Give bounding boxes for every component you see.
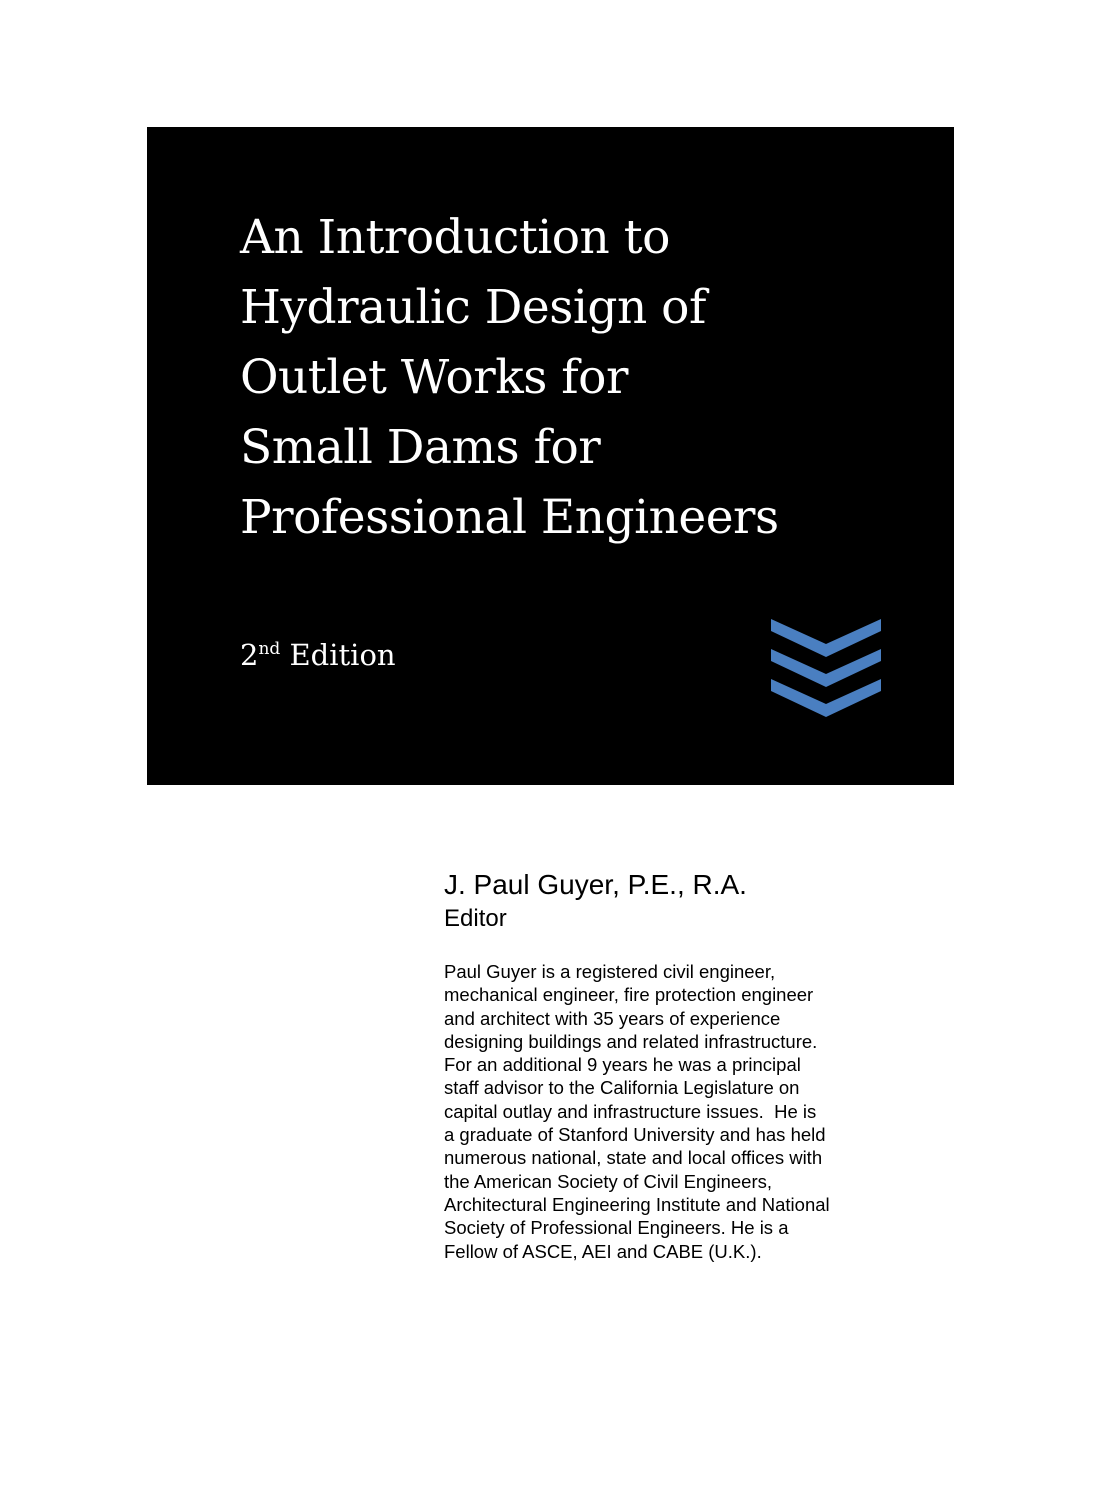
bio-line: numerous national, state and local offices with (444, 1147, 823, 1169)
author-name: J. Paul Guyer, P.E., R.A. (444, 869, 747, 900)
bio-line: Paul Guyer is a registered civil engineer, (444, 961, 776, 982)
book-title (240, 203, 920, 553)
edition-number: 2 (240, 638, 259, 672)
author-bio (444, 960, 914, 1263)
bio-line: staff advisor to the California Legislature on (444, 1077, 800, 1099)
bio-line: mechanical engineer, fire protection engineer (444, 984, 814, 1006)
bio-line: the American Society of Civil Engineers, (444, 1170, 773, 1192)
bio-line: capital outlay and infrastructure issues. He is (444, 1100, 817, 1122)
triple-chevron-down-icon (771, 619, 881, 721)
bio-line: Society of Professional Engineers. He is a (444, 1217, 789, 1239)
chevron-down-icon (771, 619, 881, 657)
edition-word: Edition (289, 638, 396, 672)
cover-panel (147, 127, 954, 785)
bio-line: Architectural Engineering Institute and National (444, 1193, 830, 1215)
title-line: Outlet Works for (240, 350, 628, 405)
bio-line: Fellow of ASCE, AEI and CABE (U.K.). (444, 1240, 762, 1262)
bio-line: and architect with 35 years of experience (444, 1007, 781, 1029)
title-line: Small Dams for (240, 420, 601, 475)
title-line: Professional Engineers (240, 490, 779, 545)
title-line: An Introduction to (240, 210, 670, 265)
title-line: Hydraulic Design of (240, 280, 706, 335)
edition-suffix: nd (258, 639, 281, 659)
edition-label (240, 635, 396, 675)
author-role: Editor (444, 905, 507, 932)
bio-line: a graduate of Stanford University and has held (444, 1124, 826, 1146)
bio-line: For an additional 9 years he was a principal (444, 1054, 801, 1076)
bio-line: designing buildings and related infrastructure. (444, 1030, 818, 1052)
